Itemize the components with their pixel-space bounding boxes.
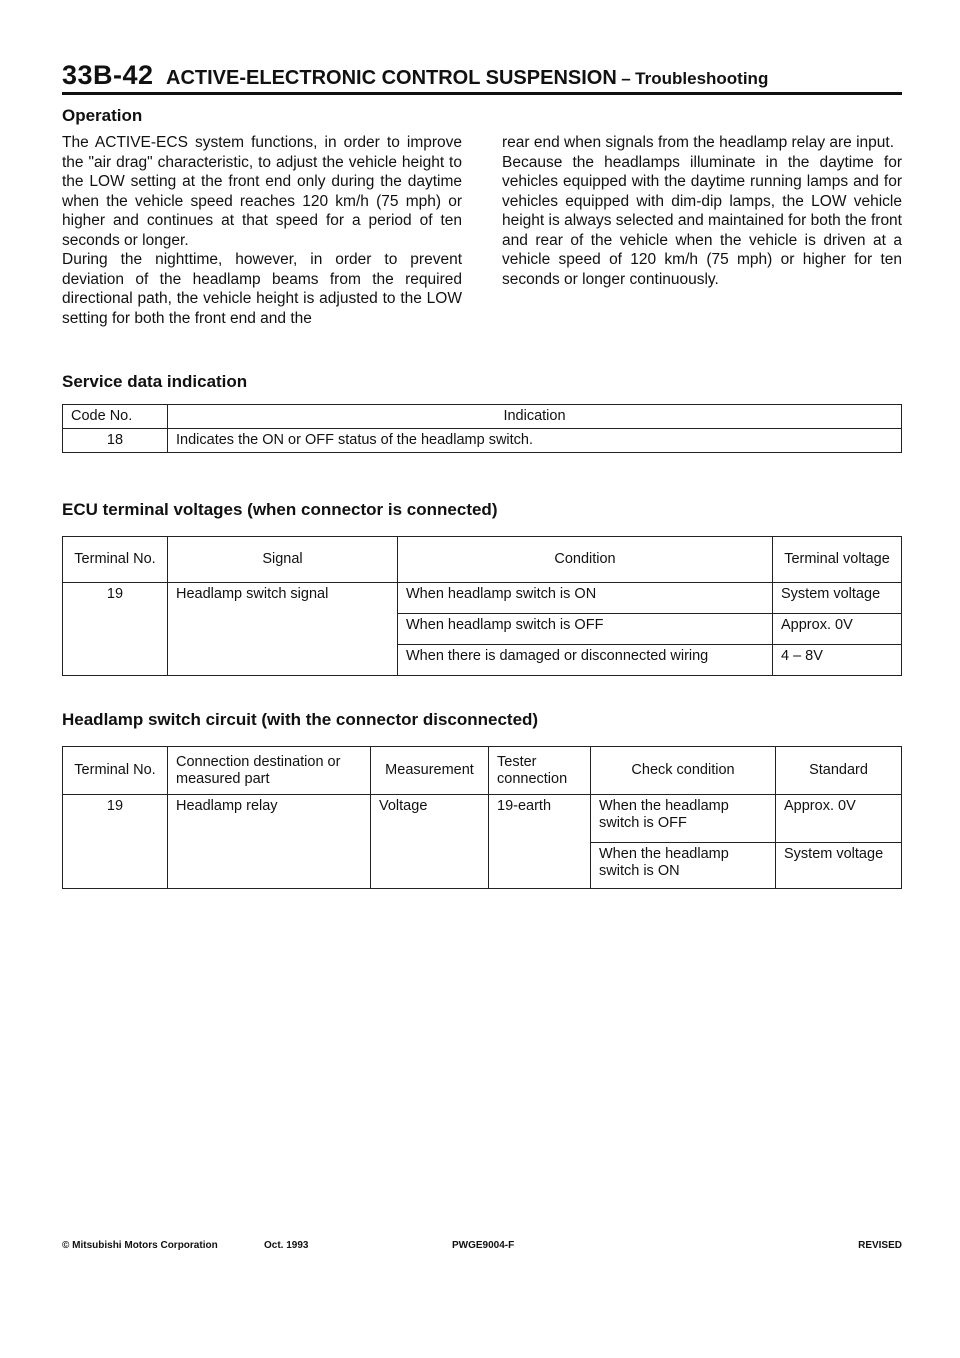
voltage-cell: System voltage [773,583,902,614]
table-header-row [63,747,902,795]
column-header: Check condition [591,747,776,795]
column-header: Code No. [63,405,168,429]
terminal-cell: 19 [63,583,168,676]
operation-left-column [62,133,462,328]
column-header: Condition [398,537,773,583]
standard-cell: Approx. 0V [776,795,902,843]
condition-cell: When headlamp switch is ON [398,583,773,614]
column-header: Measurement [371,747,489,795]
table-header-row [63,405,902,429]
check-condition-cell: When the headlamp switch is ON [591,843,776,889]
column-header: Terminal No. [63,747,168,795]
copyright-text: © Mitsubishi Motors Corporation [62,1240,218,1251]
column-header: Tester connection [489,747,591,795]
column-header: Indication [168,405,902,429]
operation-paragraph-1: The ACTIVE-ECS system functions, in order to improve the "air drag" characteristic, to adjust the vehicle height to the LOW setting at the front end only during the daytime when the vehicle speed reaches 120 km/h (75 mph) or higher and continues at that speed for a period of ten seconds or longer. [62,134,462,249]
page-footer [62,1240,902,1256]
operation-paragraph-4: Because the headlamps illuminate in the daytime for vehicles equipped with the daytime running lamps and for vehicles equipped with dim-dip lamps, the LOW vehicle height is always selected and maintained for both the front and rear of the vehicle when the vehicle is driven at a vehicle speed of 120 km/h (75 mph) or higher for ten seconds or longer continuously. [502,153,902,288]
voltage-cell: 4 – 8V [773,645,902,676]
code-cell: 18 [63,429,168,453]
column-header: Terminal voltage [773,537,902,583]
publication-date: Oct. 1993 [264,1240,309,1251]
table-row [63,795,902,843]
subsection-title: Troubleshooting [635,69,769,88]
page-number: 33B-42 [62,60,154,90]
condition-cell: When headlamp switch is OFF [398,614,773,645]
check-condition-cell: When the headlamp switch is OFF [591,795,776,843]
service-data-table [62,404,902,453]
condition-cell: When there is damaged or disconnected wiring [398,645,773,676]
switch-circuit-heading: Headlamp switch circuit (with the connector disconnected) [62,710,539,729]
column-header: Terminal No. [63,537,168,583]
service-data-heading: Service data indication [62,372,248,391]
tester-connection-cell: 19-earth [489,795,591,889]
column-header: Connection destination or measured part [168,747,371,795]
revision-status: REVISED [858,1240,902,1251]
voltage-cell: Approx. 0V [773,614,902,645]
ecu-voltages-heading: ECU terminal voltages (when connector is connected) [62,500,498,519]
indication-cell: Indicates the ON or OFF status of the headlamp switch. [168,429,902,453]
table-row [63,583,902,614]
table-header-row [63,537,902,583]
table-row [63,429,902,453]
page-header [62,60,902,94]
operation-heading: Operation [62,106,143,125]
signal-cell: Headlamp switch signal [168,583,398,676]
standard-cell: System voltage [776,843,902,889]
document-code: PWGE9004-F [452,1240,515,1251]
switch-circuit-table [62,746,902,889]
column-header: Signal [168,537,398,583]
ecu-voltages-table [62,536,902,676]
header-separator: – [621,69,631,88]
measurement-cell: Voltage [371,795,489,889]
operation-paragraph-2: During the nighttime, however, in order to prevent deviation of the headlamp beams from the required directional path, the vehicle height is adjusted to the LOW setting for both the front end and the [62,251,462,327]
destination-cell: Headlamp relay [168,795,371,889]
operation-paragraph-3: rear end when signals from the headlamp relay are input. [502,134,895,151]
operation-right-column [502,133,902,289]
terminal-cell: 19 [63,795,168,889]
section-title: ACTIVE-ELECTRONIC CONTROL SUSPENSION [166,67,617,89]
header-rule [62,92,902,95]
column-header: Standard [776,747,902,795]
